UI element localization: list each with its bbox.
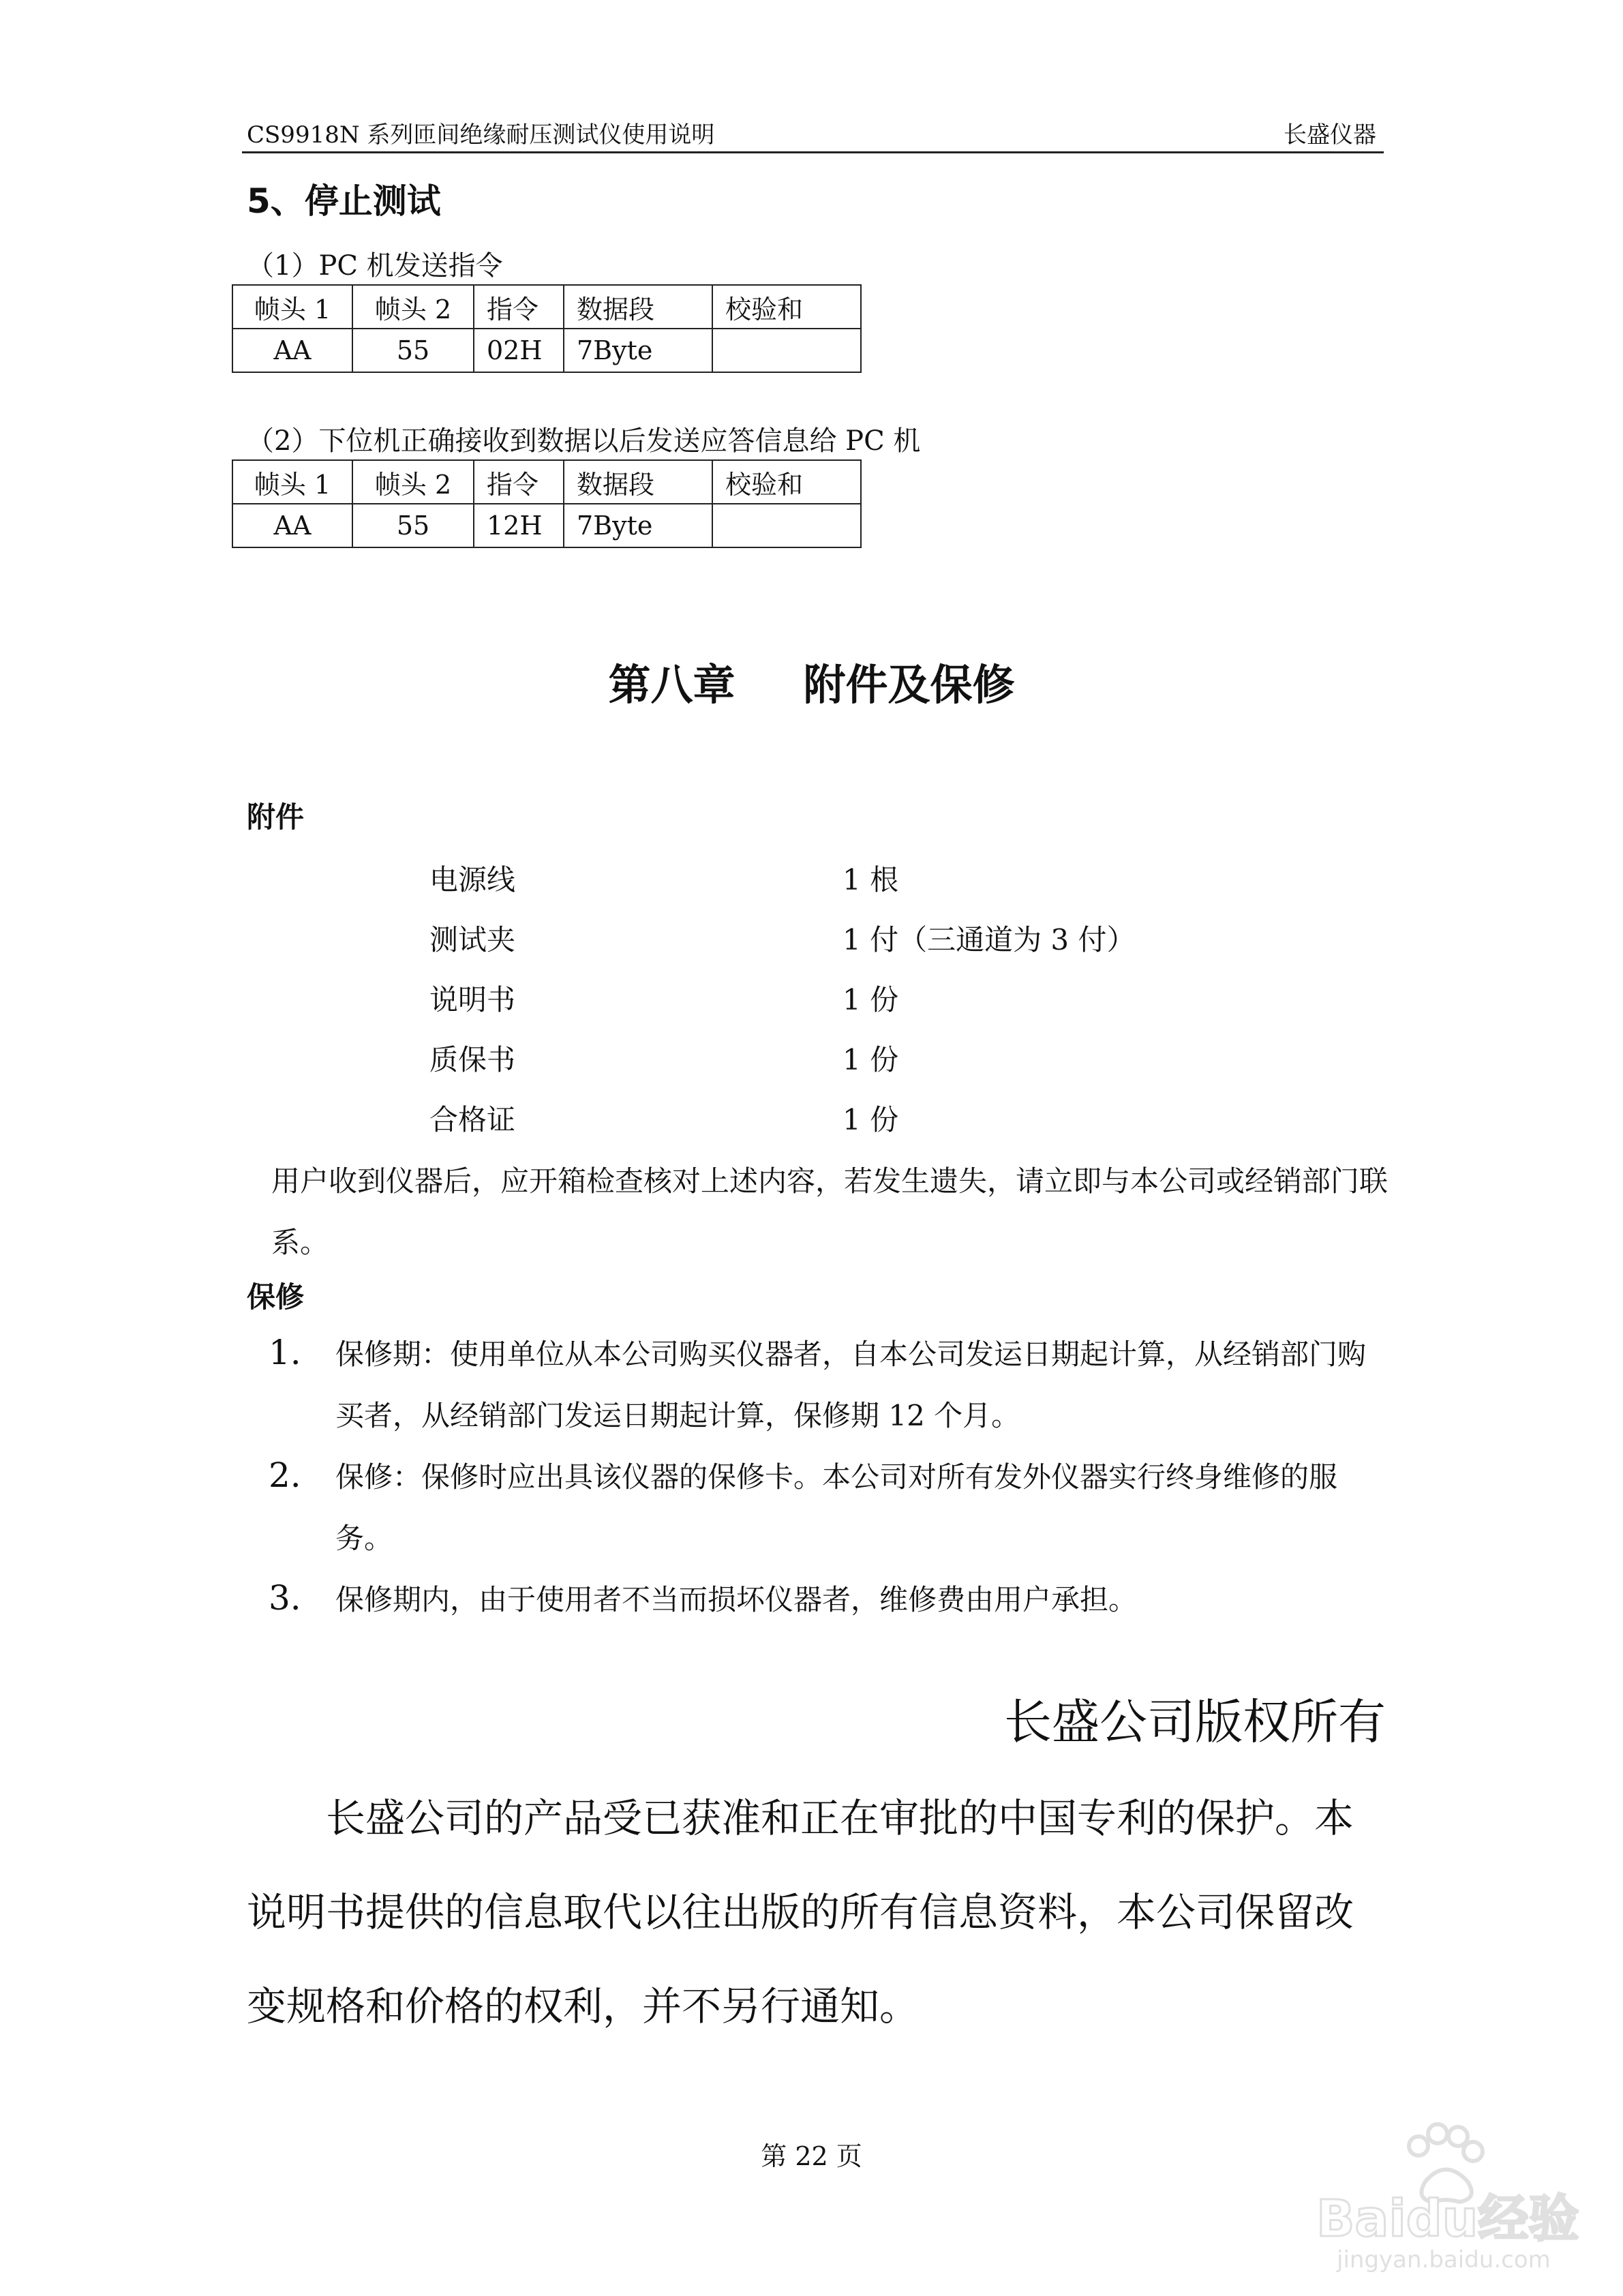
table-cell: 7Byte [564,504,712,547]
header-title: CS9918N 系列匝间绝缘耐压测试仪使用说明 [247,121,715,149]
table-header-cell: 校验和 [712,460,861,504]
chapter-name: 附件及保修 [803,660,1015,710]
table-cell: AA [232,504,352,547]
table-header-cell: 帧头 1 [232,285,352,329]
table-header-cell: 校验和 [712,285,861,329]
warranty-item-text: 保修期内，由于使用者不当而损坏仪器者，维修费由用户承担。 [335,1583,1138,1616]
command-table-reply [232,459,862,548]
table-cell [712,329,861,372]
accessory-qty: 1 份 [843,1043,899,1076]
watermark-url: jingyan.baidu.com [1337,2246,1551,2274]
table-header-cell: 指令 [474,460,564,504]
warranty-item-text: 保修：保修时应出具该仪器的保修卡。本公司对所有发外仪器实行终身维修的服务。 [335,1460,1338,1555]
table-row [232,329,861,372]
accessory-qty: 1 份 [843,983,899,1016]
accessory-qty: 1 份 [843,1103,899,1136]
header-company: 长盛仪器 [1284,121,1376,149]
copyright-body: 长盛公司的产品受已获准和正在审批的中国专利的保护。本说明书提供的信息取代以往出版的所有信息资料，本公司保留改变规格和价格的权利，并不另行通知。 [247,1795,1354,2029]
table-header-cell: 帧头 2 [352,285,474,329]
baidu-jingyan-watermark [1309,2106,1596,2277]
warranty-item-number: 3. [269,1578,301,1618]
section-title: 5、停止测试 [247,181,441,221]
warranty-item-number: 1. [269,1333,301,1372]
table-cell [712,504,861,547]
table-cell: AA [232,329,352,372]
page-number: 第 22 页 [761,2141,862,2171]
subsection-device-reply: （2）下位机正确接收到数据以后发送应答信息给 PC 机 [247,425,921,457]
table-cell: 55 [352,504,474,547]
warranty-heading: 保修 [247,1280,305,1314]
warranty-item-number: 2. [269,1455,301,1495]
accessory-qty: 1 付（三通道为 3 付） [843,923,1136,956]
accessory-name: 合格证 [429,1103,516,1136]
command-table-send [232,284,862,373]
table-header-cell: 帧头 1 [232,460,352,504]
table-header-row [232,285,861,329]
chapter-number: 第八章 [608,660,735,710]
table-cell: 7Byte [564,329,712,372]
table-header-row [232,460,861,504]
table-cell: 55 [352,329,474,372]
warranty-item-text: 保修期：使用单位从本公司购买仪器者，自本公司发运日期起计算，从经销部门购买者，从经销部门发运日期起计算，保修期 12 个月。 [335,1338,1367,1432]
table-cell: 12H [474,504,564,547]
table-header-cell: 数据段 [564,460,712,504]
table-header-cell: 指令 [474,285,564,329]
table-header-cell: 数据段 [564,285,712,329]
accessories-heading: 附件 [247,800,305,834]
subsection-pc-send: （1）PC 机发送指令 [247,250,503,282]
table-cell: 02H [474,329,564,372]
accessory-qty: 1 根 [843,863,899,896]
chapter-title [0,651,1623,712]
copyright-title: 长盛公司版权所有 [1004,1694,1386,1750]
header-divider [242,151,1384,153]
watermark-brand: Baidu经验 [1316,2190,1579,2248]
accessory-name: 说明书 [429,983,516,1016]
accessory-name: 质保书 [429,1043,516,1076]
accessories-note: 用户收到仪器后，应开箱检查核对上述内容，若发生遗失，请立即与本公司或经销部门联系。 [271,1164,1389,1259]
paw-logo-icon [1309,2106,1596,2277]
table-row [232,504,861,547]
accessory-name: 电源线 [429,863,516,896]
accessory-name: 测试夹 [429,923,516,956]
table-header-cell: 帧头 2 [352,460,474,504]
